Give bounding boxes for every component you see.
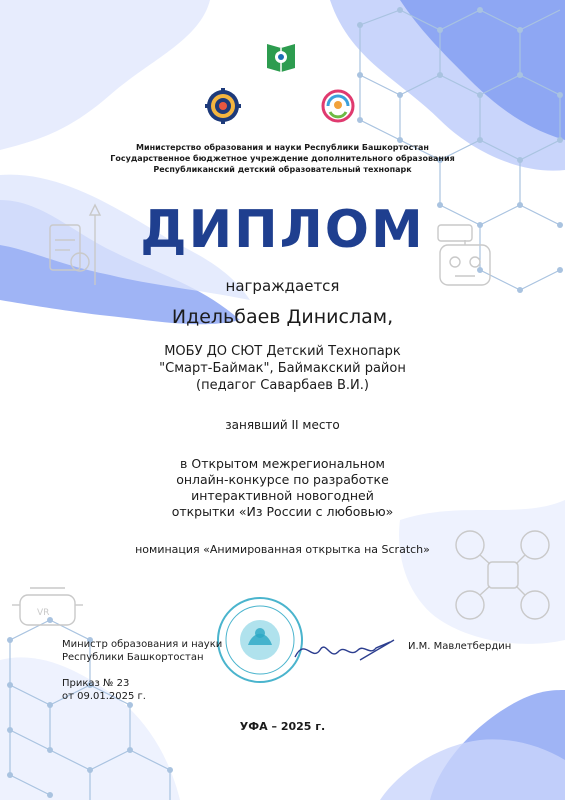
order-number: Приказ № 23 [62,678,130,689]
header-line-technopark: Республиканский детский образовательный технопарк [153,165,412,174]
header-block [0,142,565,175]
order-block [62,677,146,703]
contest-block [0,456,565,520]
top-left-wave [0,0,210,150]
footer-city-year: УФА – 2025 г. [239,720,326,733]
organization-block [0,343,565,394]
organization-line-3: (педагог Саварбаев В.И.) [196,378,369,393]
vr-icon-letters: VR [37,608,50,618]
organization-line-2: "Смарт-Баймак", Баймакский район [159,361,406,376]
signature-name: И.М. Мавлетбердин [408,641,512,652]
order-date: от 09.01.2025 г. [62,691,146,702]
contest-line-4: открытки «Из России с любовью» [171,504,394,519]
signature-position-line-1: Министр образования и науки [62,639,223,650]
contest-line-3: интерактивной новогодней [191,488,374,503]
signature-mark [290,632,400,676]
book-logo [263,40,299,78]
awarded-label: награждается [225,277,340,295]
contest-line-1: в Открытом межрегиональном [180,456,385,471]
signature-position-line-2: Республики Башкортостан [62,652,204,663]
place-text: занявший II место [225,418,340,432]
bottom-right-light-blob [380,739,565,800]
organization-line-1: МОБУ ДО СЮТ Детский Технопарк [164,344,401,359]
brain-logo [320,88,356,128]
diploma-title: ДИПЛОМ [140,200,425,260]
right-pale-blob [399,500,565,644]
contest-line-2: онлайн-конкурсе по разработке [176,472,389,487]
gear-logo [205,88,241,128]
signature-position [62,638,222,664]
header-line-institution: Государственное бюджетное учреждение дополнительного образования [110,154,455,163]
recipient-name: Идельбаев Динислам, [171,306,394,328]
header-line-ministry: Министерство образования и науки Республики Башкортостан [136,143,429,152]
nomination-text: номинация «Анимированная открытка на Scratch» [135,543,430,556]
